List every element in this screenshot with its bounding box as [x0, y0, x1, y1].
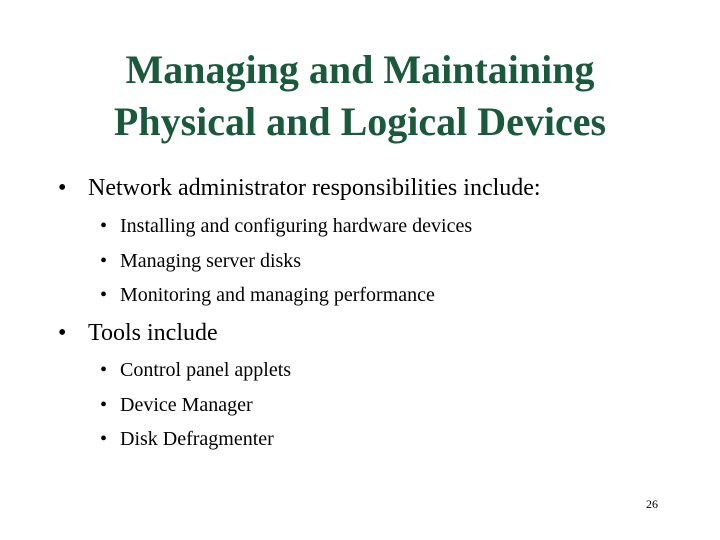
sub-bullet-device-manager — [100, 393, 253, 417]
bullet-dot: • — [100, 284, 108, 306]
bullet-dot: • — [100, 359, 108, 381]
sub-bullet-disks — [100, 249, 301, 273]
sub-bullet-text: Control panel applets — [120, 359, 292, 381]
sub-bullet-text: Device Manager — [120, 394, 253, 416]
bullet-tools — [58, 319, 218, 347]
sub-bullet-control-panel — [100, 358, 291, 382]
sub-bullet-text: Managing server disks — [120, 250, 302, 272]
bullet-dot: • — [100, 250, 108, 272]
page-number: 26 — [646, 497, 658, 511]
sub-bullet-installing — [100, 214, 472, 238]
sub-bullet-text: Monitoring and managing performance — [120, 284, 435, 306]
bullet-dot: • — [58, 175, 67, 201]
sub-bullet-text: Disk Defragmenter — [120, 428, 274, 450]
slide-title — [0, 44, 720, 148]
bullet-dot: • — [58, 320, 67, 346]
sub-bullet-text: Installing and configuring hardware devices — [120, 215, 473, 237]
title-line-2: Physical and Logical Devices — [113, 99, 607, 144]
bullet-dot: • — [100, 428, 108, 450]
bullet-dot: • — [100, 394, 108, 416]
bullet-dot: • — [100, 215, 108, 237]
bullet-responsibilities — [58, 174, 541, 202]
bullet-text: Network administrator responsibilities include: — [88, 175, 541, 201]
title-line-1: Managing and Maintaining — [125, 47, 595, 92]
sub-bullet-performance — [100, 283, 435, 307]
sub-bullet-defragmenter — [100, 427, 274, 451]
bullet-text: Tools include — [88, 320, 218, 346]
